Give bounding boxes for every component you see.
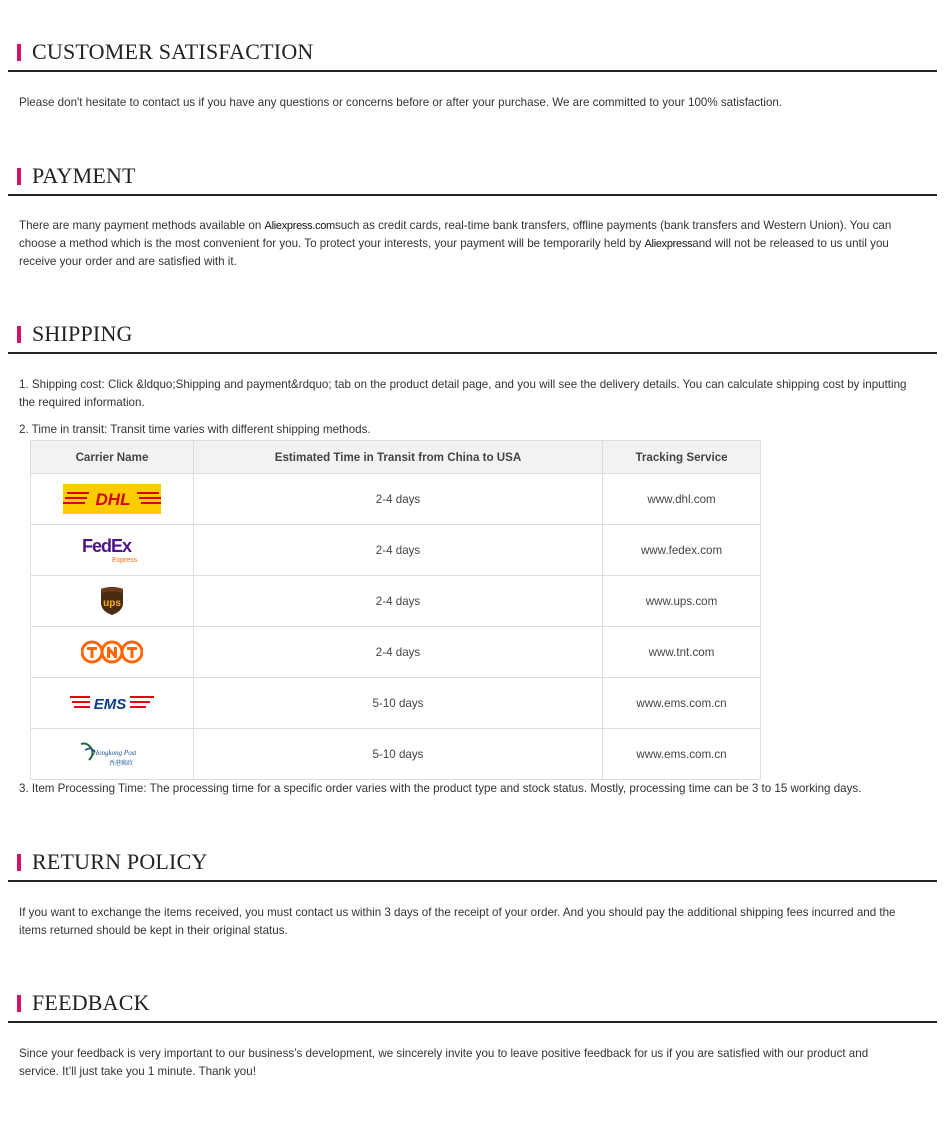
fedex-logo	[80, 536, 144, 564]
ems-logo	[70, 693, 154, 713]
table-row	[31, 729, 761, 780]
shipping-cost-text: 1. Shipping cost: Click &ldquo;Shipping and payment&rdquo; tab on the product detail page, and you will see the delivery details. You can calculate shipping cost by inputting the required information.	[19, 378, 907, 409]
tracking-site-cell: www.ups.com	[603, 576, 761, 627]
section-title: PAYMENT	[32, 163, 136, 188]
section-header	[8, 34, 937, 72]
section-feedback	[8, 985, 937, 1023]
section-header	[8, 985, 937, 1023]
carrier-cell	[31, 474, 194, 525]
hongkong-post-logo	[79, 740, 145, 768]
accent-bar	[17, 326, 21, 343]
carrier-cell	[31, 576, 194, 627]
transit-time-cell: 5-10 days	[193, 729, 602, 780]
svg-text:FedEx: FedEx	[81, 536, 131, 556]
feedback-text: Since your feedback is very important to our business’s development, we sincerely invite you to leave positive feedback for us if you are satisfied with our product and service. It’ll just take you 1 minute. Thank you!	[19, 1047, 869, 1078]
aliexpress-brand-text: Aliexpress	[644, 238, 693, 250]
accent-bar	[17, 44, 21, 61]
table-row	[31, 474, 761, 525]
svg-text:EMS: EMS	[93, 696, 127, 713]
tracking-site-cell: www.fedex.com	[603, 525, 761, 576]
svg-text:DHL: DHL	[95, 490, 131, 509]
transit-time-cell: 5-10 days	[193, 678, 602, 729]
tracking-site-cell: www.ems.com.cn	[603, 678, 761, 729]
tnt-logo	[81, 640, 143, 664]
dhl-logo	[63, 484, 161, 514]
accent-bar	[17, 168, 21, 185]
section-header	[8, 316, 937, 354]
table-row	[31, 627, 761, 678]
payment-text: There are many payment methods available on Aliexpress.comsuch as credit cards, real-time bank transfers, offline payments (bank transfers and Western Union). You can choose a method which is the most convenient for you. To protect your interests, your payment will be temporarily held by Aliexpressand will not be released to us until you receive your order and are satisfied with it.	[19, 219, 892, 268]
table-header-row	[31, 441, 761, 474]
section-title: RETURN POLICY	[32, 849, 208, 874]
svg-text:Hongkong Post: Hongkong Post	[92, 749, 137, 757]
svg-text:ups: ups	[103, 598, 121, 609]
section-title: FEEDBACK	[32, 990, 150, 1015]
accent-bar	[17, 995, 21, 1012]
section-header	[8, 158, 937, 196]
tracking-site-cell: www.tnt.com	[603, 627, 761, 678]
carrier-cell	[31, 678, 194, 729]
processing-time-text: 3. Item Processing Time: The processing time for a specific order varies with the product type and stock status. Mostly, processing time can be 3 to 15 working days.	[19, 782, 862, 795]
section-return-policy	[8, 844, 937, 882]
transit-time-cell: 2-4 days	[193, 525, 602, 576]
table-row	[31, 576, 761, 627]
column-header: Carrier Name	[31, 441, 194, 474]
ups-logo	[99, 586, 125, 616]
column-header: Tracking Service	[603, 441, 761, 474]
table-row	[31, 678, 761, 729]
transit-time-cell: 2-4 days	[193, 576, 602, 627]
section-title: CUSTOMER SATISFACTION	[32, 39, 314, 64]
section-customer-satisfaction	[8, 34, 937, 72]
transit-time-text: 2. Time in transit: Transit time varies with different shipping methods.	[19, 423, 371, 436]
transit-time-cell: 2-4 days	[193, 474, 602, 525]
column-header: Estimated Time in Transit from China to USA	[193, 441, 602, 474]
satisfaction-text: Please don't hesitate to contact us if you have any questions or concerns before or after your purchase. We are committed to your 100% satisfaction.	[19, 96, 783, 109]
return-policy-text: If you want to exchange the items received, you must contact us within 3 days of the receipt of your order. And you should pay the additional shipping fees incurred and the items returned should be kept in their original status.	[19, 906, 896, 937]
tracking-site-cell: www.dhl.com	[603, 474, 761, 525]
tracking-site-cell: www.ems.com.cn	[603, 729, 761, 780]
svg-text:香港郵政: 香港郵政	[108, 760, 133, 767]
section-shipping	[8, 316, 937, 354]
aliexpress-brand-text: Aliexpress.com	[264, 220, 335, 232]
section-title: SHIPPING	[32, 321, 133, 346]
carrier-cell	[31, 729, 194, 780]
accent-bar	[17, 854, 21, 871]
section-header	[8, 844, 937, 882]
carrier-cell	[31, 627, 194, 678]
table-row	[31, 525, 761, 576]
carrier-cell	[31, 525, 194, 576]
shipping-table	[30, 440, 761, 780]
transit-time-cell: 2-4 days	[193, 627, 602, 678]
section-payment	[8, 158, 937, 196]
svg-text:Express: Express	[111, 557, 138, 564]
